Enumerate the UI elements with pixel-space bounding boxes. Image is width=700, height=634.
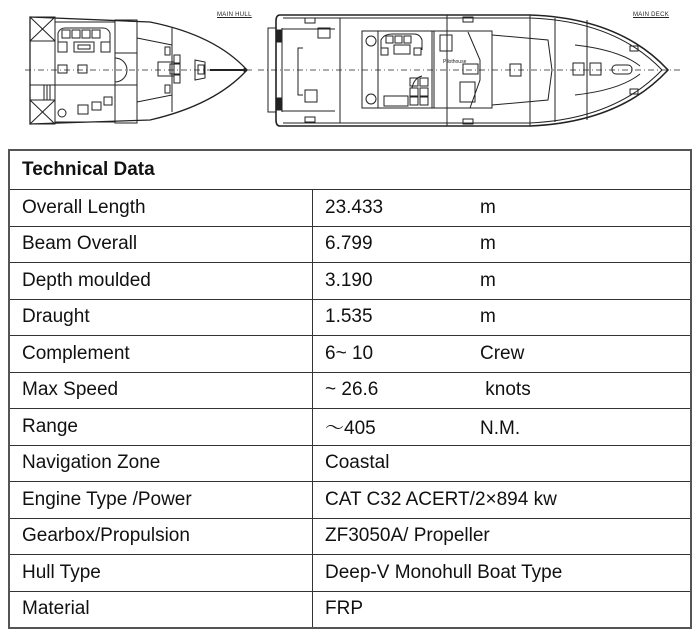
row-value: 3.190 <box>325 269 373 291</box>
row-value: 1.535 <box>325 306 373 328</box>
table-row <box>9 226 691 263</box>
table-row <box>9 372 691 409</box>
table-row <box>9 445 691 482</box>
row-value-cell <box>313 190 692 227</box>
row-value-cell <box>313 336 692 373</box>
row-value: ZF3050A/ Propeller <box>313 518 692 555</box>
pilothouse-label: Pilothouse <box>443 59 467 65</box>
main-deck-label: MAIN DECK <box>633 12 670 18</box>
row-unit: m <box>480 269 496 291</box>
row-value-cell <box>313 372 692 409</box>
technical-data-table <box>8 149 692 629</box>
row-label: Engine Type /Power <box>9 482 313 519</box>
row-value-cell <box>313 226 692 263</box>
row-value: 6~ 10 <box>325 342 374 364</box>
row-unit: Crew <box>480 342 525 364</box>
table-row <box>9 591 691 628</box>
row-label: Beam Overall <box>9 226 313 263</box>
row-unit: m <box>480 196 496 218</box>
row-value-cell <box>313 263 692 300</box>
main-hull-label: MAIN HULL <box>217 12 252 18</box>
table-row <box>9 336 691 373</box>
general-arrangement-drawings <box>0 0 700 140</box>
row-unit: m <box>480 233 496 255</box>
row-value: 6.799 <box>325 233 373 255</box>
row-label: Draught <box>9 299 313 336</box>
table-row <box>9 409 691 446</box>
row-label: Range <box>9 409 313 446</box>
row-value: Coastal <box>313 445 692 482</box>
main-hull-plan-drawing <box>0 0 700 140</box>
row-value: 23.433 <box>325 196 384 218</box>
row-label: Depth moulded <box>9 263 313 300</box>
table-header-row <box>9 150 691 190</box>
row-label: Overall Length <box>9 190 313 227</box>
row-unit: knots <box>480 379 531 401</box>
row-label: Gearbox/Propulsion <box>9 518 313 555</box>
row-value: ～405 <box>325 418 376 440</box>
row-label: Complement <box>9 336 313 373</box>
table-title: Technical Data <box>9 150 691 190</box>
row-label: Max Speed <box>9 372 313 409</box>
table-row <box>9 299 691 336</box>
row-value-cell <box>313 299 692 336</box>
row-value-cell <box>313 409 692 446</box>
row-unit: N.M. <box>480 418 521 440</box>
row-label: Navigation Zone <box>9 445 313 482</box>
row-unit: m <box>480 306 496 328</box>
table-row <box>9 482 691 519</box>
row-value: CAT C32 ACERT/2×894 kw <box>313 482 692 519</box>
row-value: Deep-V Monohull Boat Type <box>313 555 692 592</box>
row-value: ~ 26.6 <box>325 379 379 401</box>
table-row <box>9 263 691 300</box>
row-label: Hull Type <box>9 555 313 592</box>
table-row <box>9 518 691 555</box>
table-row <box>9 555 691 592</box>
row-value: FRP <box>313 591 692 628</box>
row-label: Material <box>9 591 313 628</box>
table-row <box>9 190 691 227</box>
